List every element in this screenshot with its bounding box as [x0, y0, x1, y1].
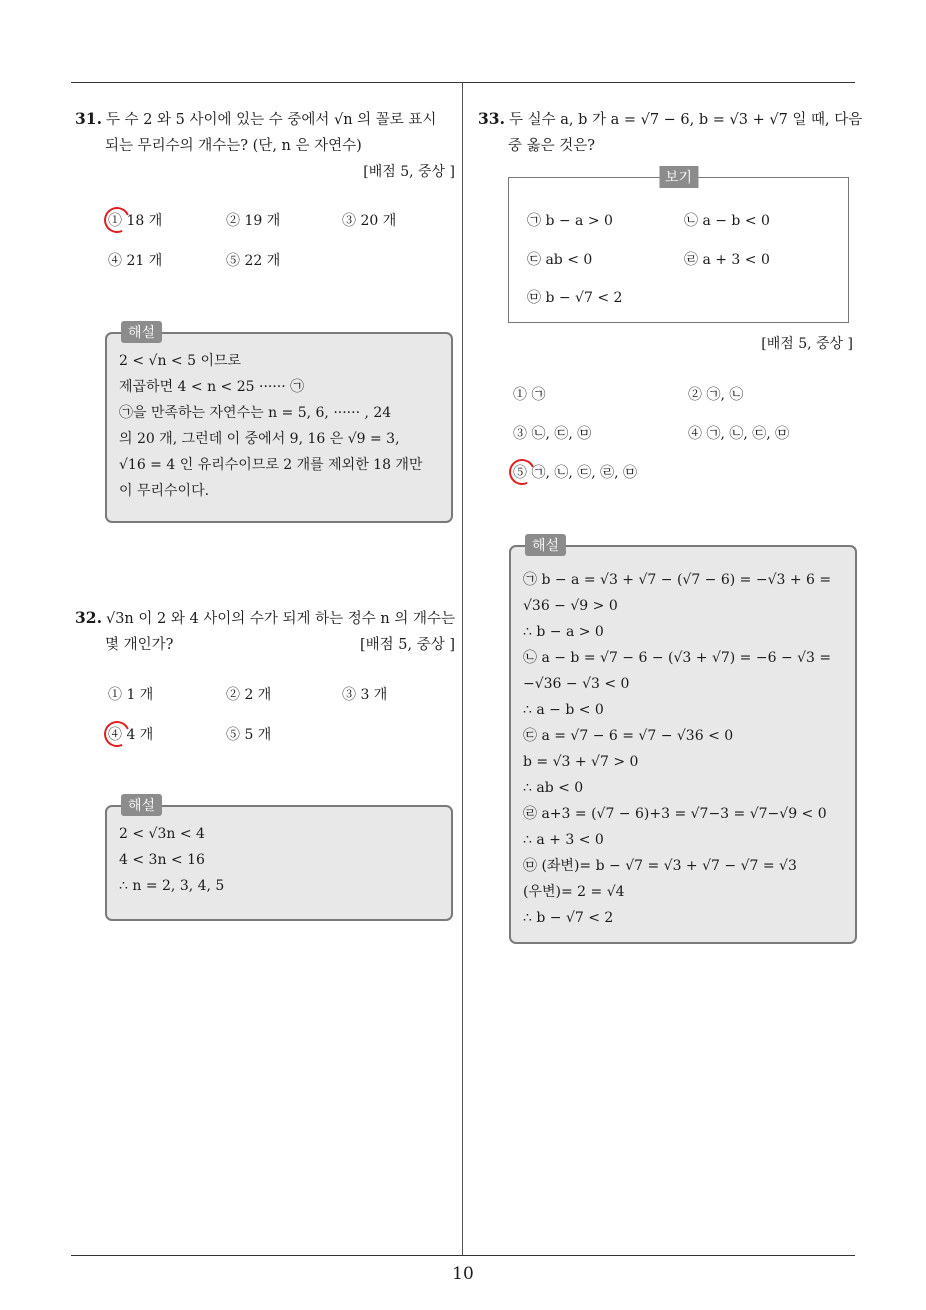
explanation-tag: 해설 — [121, 321, 162, 343]
page-number: 10 — [452, 1264, 474, 1284]
bogi-tag: 보기 — [659, 166, 698, 188]
question-33-line2: 중 옳은 것은? — [508, 138, 596, 154]
choice-3[interactable]: ③ ㉡, ㉢, ㉤ — [513, 426, 592, 442]
question-33-line1: 33. 두 실수 a, b 가 a = √7 − 6, b = √3 + √7 일 때, 다음 — [478, 109, 863, 128]
choice-5[interactable]: ⑤ 22 개 — [226, 253, 281, 269]
question-31-line2: 되는 무리수의 개수는? (단, n 은 자연수) — [105, 138, 362, 154]
explanation-line: ㉠을 만족하는 자연수는 n = 5, 6, ······ , 24 — [119, 405, 392, 421]
explanation-box-33 — [509, 538, 857, 944]
answer-mark-circle — [505, 455, 538, 488]
score-label: [배점 5, 중상 ] — [363, 164, 455, 180]
question-31-line1: 31. 두 수 2 와 5 사이에 있는 수 중에서 √n 의 꼴로 표시 — [75, 109, 437, 128]
explanation-line: ∴ b − a > 0 — [523, 624, 604, 640]
explanation-line: ∴ n = 2, 3, 4, 5 — [119, 878, 225, 894]
choice-4[interactable]: ④ 21 개 — [108, 253, 163, 269]
bogi-item: ㉤ b − √7 < 2 — [527, 290, 623, 306]
explanation-line: ∴ a − b < 0 — [523, 702, 604, 718]
question-number: 33. — [478, 109, 505, 128]
choice-4[interactable]: ④ 4 개 — [108, 727, 154, 743]
explanation-line: ∴ ab < 0 — [523, 780, 584, 796]
explanation-line: 제곱하면 4 < n < 25 ······ ㉠ — [119, 379, 305, 395]
explanation-tag: 해설 — [121, 794, 162, 816]
bogi-box — [508, 170, 849, 323]
question-32-line2: 몇 개인가? [배점 5, 중상 ] — [75, 632, 455, 658]
question-33 — [478, 106, 863, 159]
choice-4[interactable]: ④ ㉠, ㉡, ㉢, ㉤ — [688, 426, 790, 442]
question-number: 31. — [75, 109, 102, 128]
explanation-line: ㉣ a+3 = (√7 − 6)+3 = √7−3 = √7−√9 < 0 — [523, 806, 827, 822]
explanation-line: √16 = 4 인 유리수이므로 2 개를 제외한 18 개만 — [119, 457, 423, 473]
explanation-line: ㉠ b − a = √3 + √7 − (√7 − 6) = −√3 + 6 = — [523, 572, 832, 588]
explanation-line: ∴ a + 3 < 0 — [523, 832, 604, 848]
top-rule — [71, 82, 855, 83]
column-divider — [462, 83, 463, 1256]
bogi-item: ㉣ a + 3 < 0 — [684, 252, 770, 268]
choice-1[interactable]: ① ㉠ — [513, 387, 546, 403]
question-31 — [75, 106, 455, 185]
choice-5[interactable]: ⑤ ㉠, ㉡, ㉢, ㉣, ㉤ — [513, 465, 638, 481]
question-32-choices — [108, 684, 448, 766]
choice-2[interactable]: ② 19 개 — [226, 213, 281, 229]
answer-mark-circle — [100, 203, 133, 236]
explanation-line: (우변)= 2 = √4 — [523, 884, 625, 900]
explanation-box-31 — [105, 325, 453, 523]
choice-3[interactable]: ③ 20 개 — [342, 213, 397, 229]
choice-1[interactable]: ① 18 개 — [108, 213, 163, 229]
choice-2[interactable]: ② ㉠, ㉡ — [688, 387, 744, 403]
explanation-line: ∴ b − √7 < 2 — [523, 910, 614, 926]
explanation-line: 이 무리수이다. — [119, 483, 210, 499]
answer-mark-circle — [100, 717, 133, 750]
explanation-line: √36 − √9 > 0 — [523, 598, 618, 614]
score-label: [배점 5, 중상 ] — [761, 336, 853, 352]
explanation-line: b = √3 + √7 > 0 — [523, 754, 639, 770]
choice-5[interactable]: ⑤ 5 개 — [226, 727, 272, 743]
explanation-tag: 해설 — [525, 534, 566, 556]
question-32 — [75, 605, 455, 658]
explanation-line: 2 < √3n < 4 — [119, 826, 205, 842]
question-31-choices — [108, 210, 448, 292]
explanation-line: 2 < √n < 5 이므로 — [119, 353, 242, 369]
question-32-line1: 32. √3n 이 2 와 4 사이의 수가 되게 하는 정수 n 의 개수는 — [75, 608, 455, 627]
choice-1[interactable]: ① 1 개 — [108, 687, 154, 703]
explanation-line: ㉢ a = √7 − 6 = √7 − √36 < 0 — [523, 728, 734, 744]
explanation-line: 4 < 3n < 16 — [119, 852, 205, 868]
explanation-line: 의 20 개, 그런데 이 중에서 9, 16 은 √9 = 3, — [119, 431, 400, 447]
score-label: [배점 5, 중상 ] — [359, 637, 455, 653]
explanation-line: ㉤ (좌변)= b − √7 = √3 + √7 − √7 = √3 — [523, 858, 797, 874]
explanation-line: −√36 − √3 < 0 — [523, 676, 630, 692]
bottom-rule — [71, 1255, 855, 1256]
bogi-item: ㉠ b − a > 0 — [527, 213, 613, 229]
choice-2[interactable]: ② 2 개 — [226, 687, 272, 703]
explanation-line: ㉡ a − b = √7 − 6 − (√3 + √7) = −6 − √3 = — [523, 650, 832, 666]
question-33-choices — [513, 384, 858, 484]
bogi-item: ㉢ ab < 0 — [527, 252, 593, 268]
bogi-item: ㉡ a − b < 0 — [684, 213, 770, 229]
question-number: 32. — [75, 608, 102, 627]
explanation-box-32 — [105, 798, 453, 921]
choice-3[interactable]: ③ 3 개 — [342, 687, 388, 703]
